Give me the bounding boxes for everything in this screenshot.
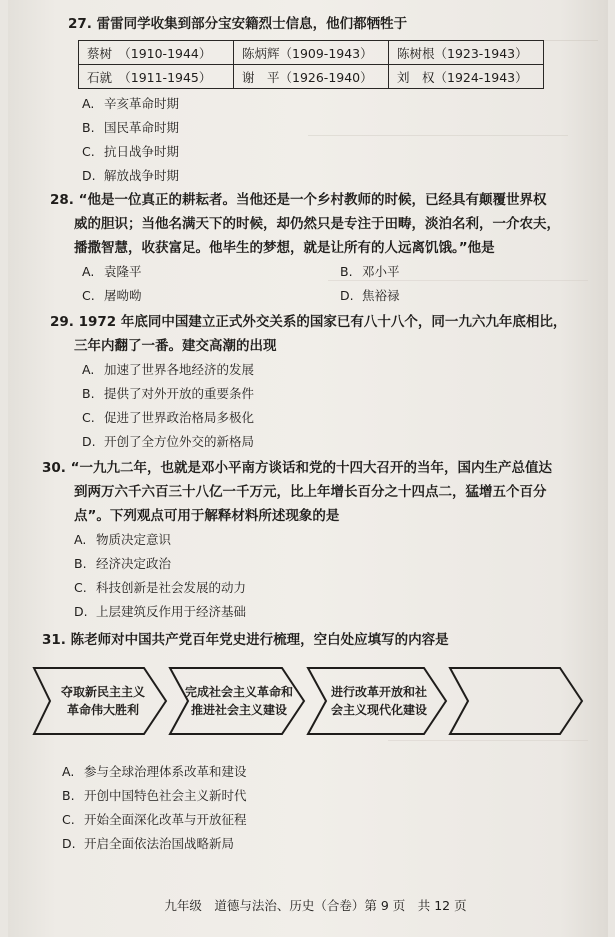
q28-option-b[interactable]: B. 邓小平 [340, 264, 400, 279]
flow-step-1-text: 夺取新民主主义 革命伟大胜利 [60, 685, 145, 717]
q31-number: 31. [42, 632, 66, 648]
q30-line-3: 点”。下列观点可用于解释材料所述现象的是 [74, 508, 340, 524]
q30-number: 30. [42, 460, 66, 476]
table-cell: 陈炳辉（1909-1943） [234, 41, 389, 65]
martyrs-table [78, 40, 544, 89]
q27-option-a[interactable]: A. 辛亥革命时期 [82, 96, 180, 111]
bleed-through-texture [308, 135, 568, 137]
party-history-flowchart [32, 660, 592, 742]
q30-option-c[interactable]: C. 科技创新是社会发展的动力 [74, 580, 247, 595]
q31-stem [42, 628, 449, 652]
q29-option-c[interactable]: C. 促进了世界政治格局多极化 [82, 410, 255, 425]
q28-line-1: 28. “他是一位真正的耕耘者。当他还是一个乡村教师的时候，已经具有颠覆世界权 [50, 192, 547, 208]
q27-option-b[interactable]: B. 国民革命时期 [82, 120, 180, 135]
page-footer: 九年级 道德与法治、历史（合卷）第 9 页 共 12 页 [164, 898, 467, 913]
q27-stem [68, 12, 407, 36]
flow-step-2-text: 完成社会主义革命和 推进社会主义建设 [184, 685, 293, 717]
flow-arrow-blank [450, 668, 582, 734]
q28-line-3: 播撒智慧，收获富足。他毕生的梦想，就是让所有的人远离饥饿。”他是 [74, 240, 495, 256]
q28-option-c[interactable]: C. 屠呦呦 [82, 288, 142, 303]
q31-option-b[interactable]: B. 开创中国特色社会主义新时代 [62, 788, 247, 803]
q27-option-d[interactable]: D. 解放战争时期 [82, 168, 180, 183]
q29-line-2: 三年内翻了一番。建交高潮的出现 [74, 338, 277, 354]
q30-option-a[interactable]: A. 物质决定意识 [74, 532, 172, 547]
q31-option-d[interactable]: D. 开启全面依法治国战略新局 [62, 836, 235, 851]
table-cell: 蔡树 （1910-1944） [79, 41, 234, 65]
flow-step-3-text: 进行改革开放和社 会主义现代化建设 [330, 685, 427, 717]
table-row [79, 65, 544, 89]
q31-stem-text: 陈老师对中国共产党百年党史进行梳理，空白处应填写的内容是 [70, 632, 449, 648]
q29-option-d[interactable]: D. 开创了全方位外交的新格局 [82, 434, 255, 449]
table-row [79, 41, 544, 65]
q30-line-1: 30. “一九九二年，也就是邓小平南方谈话和党的十四大召开的当年，国内生产总值达 [42, 460, 552, 476]
table-cell: 刘 权（1924-1943） [389, 65, 544, 89]
q29-option-b[interactable]: B. 提供了对外开放的重要条件 [82, 386, 255, 401]
table-cell: 石就 （1911-1945） [79, 65, 234, 89]
q28-line-2: 威的胆识；当他名满天下的时候，却仍然只是专注于田畴，淡泊名利，一介农夫， [74, 216, 560, 232]
q28-option-d[interactable]: D. 焦裕禄 [340, 288, 400, 303]
q31-option-c[interactable]: C. 开始全面深化改革与开放征程 [62, 812, 247, 827]
q29-option-a[interactable]: A. 加速了世界各地经济的发展 [82, 362, 255, 377]
table-cell: 谢 平（1926-1940） [234, 65, 389, 89]
q29-line-1: 29. 1972 年底同中国建立正式外交关系的国家已有八十八个，同一九六九年底相比， [50, 314, 567, 330]
table-cell: 陈树根（1923-1943） [389, 41, 544, 65]
q28-option-a[interactable]: A. 袁隆平 [82, 264, 142, 279]
q30-option-b[interactable]: B. 经济决定政治 [74, 556, 172, 571]
q31-option-a[interactable]: A. 参与全球治理体系改革和建设 [62, 764, 247, 779]
q27-stem-text: 雷雷同学收集到部分宝安籍烈士信息，他们都牺牲于 [96, 16, 408, 32]
q29-number: 29. [50, 314, 74, 330]
q28-number: 28. [50, 192, 74, 208]
q30-line-2: 到两万六千六百三十八亿一千万元，比上年增长百分之十四点二，猛增五个百分 [74, 484, 547, 500]
q27-number: 27. [68, 16, 92, 32]
q27-option-c[interactable]: C. 抗日战争时期 [82, 144, 180, 159]
q30-option-d[interactable]: D. 上层建筑反作用于经济基础 [74, 604, 247, 619]
exam-page [8, 0, 608, 937]
